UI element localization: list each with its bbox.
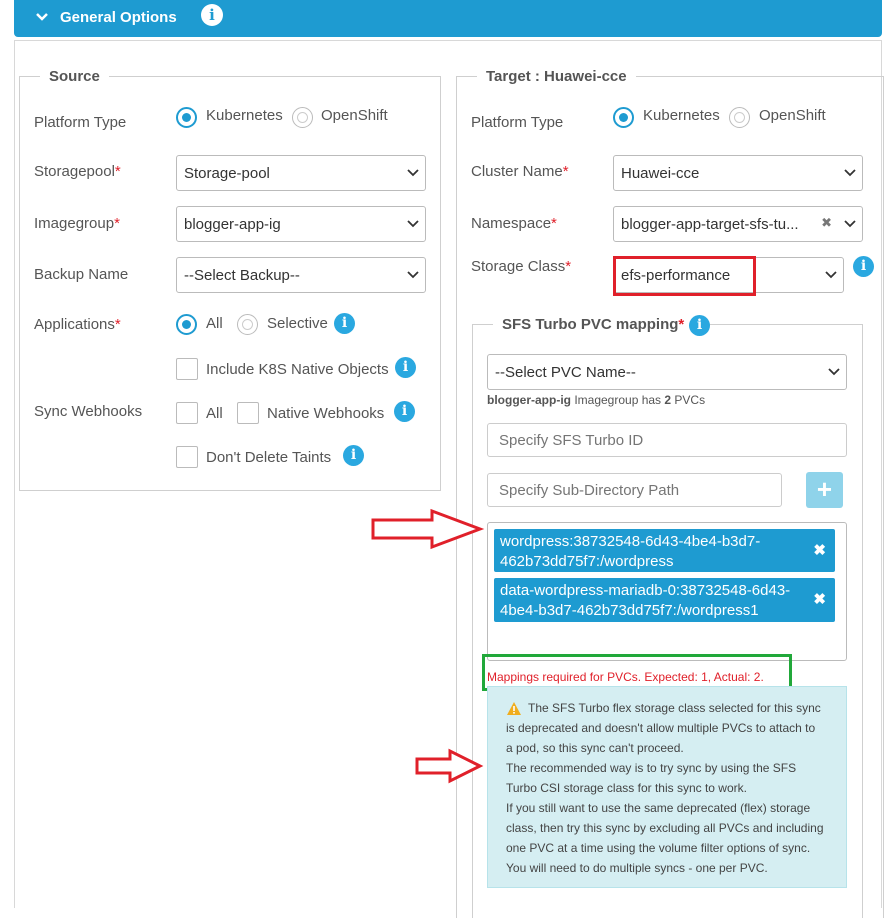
sub-directory-input[interactable] (487, 473, 782, 507)
alert-line: is deprecated and doesn't allow multiple PVCs to attach to (506, 721, 816, 735)
namespace-label: Namespace* (471, 215, 557, 232)
chevron-down-icon (407, 270, 419, 280)
annotation-arrow-icon (414, 748, 484, 784)
native-webhooks-checkbox[interactable] (237, 402, 259, 424)
source-openshift-radio[interactable] (292, 107, 313, 128)
namespace-select[interactable]: blogger-app-target-sfs-tu... ✖ (613, 206, 863, 242)
sfs-turbo-id-input[interactable] (487, 423, 847, 457)
alert-line: Turbo CSI storage class for this sync to work. (506, 781, 747, 795)
target-openshift-radio[interactable] (729, 107, 750, 128)
platform-type-label: Platform Type (34, 114, 127, 131)
storage-class-select[interactable]: efs-performance (613, 257, 844, 293)
dont-delete-taints-label: Don't Delete Taints (206, 449, 332, 466)
include-k8s-info-icon[interactable]: i (395, 357, 416, 378)
storagepool-select[interactable]: Storage-pool (176, 155, 426, 191)
chevron-down-icon (34, 9, 50, 25)
imagegroup-select[interactable]: blogger-app-ig (176, 206, 426, 242)
chevron-down-icon (407, 168, 419, 178)
storage-class-label: Storage Class* (471, 258, 572, 275)
target-platform-type-label: Platform Type (471, 114, 564, 131)
backup-name-label: Backup Name (34, 266, 129, 283)
annotation-arrow-icon (370, 508, 485, 550)
sync-webhooks-all-label: All (206, 405, 223, 422)
applications-all-radio[interactable] (176, 314, 197, 335)
mapping-error-text: Mappings required for PVCs. Expected: 1, Actual: 2. (487, 670, 764, 684)
remove-mapping-icon[interactable]: ✖ (813, 591, 826, 608)
mapping-line: 4be4-b3d7-462b73dd75f7:/wordpress1 (500, 602, 759, 619)
applications-selective-label: Selective (267, 315, 328, 332)
applications-label: Applications* (34, 316, 121, 333)
cluster-name-label: Cluster Name* (471, 163, 569, 180)
native-webhooks-label: Native Webhooks (267, 405, 385, 422)
taints-info-icon[interactable]: i (343, 445, 364, 466)
mapping-line: data-wordpress-mariadb-0:38732548-6d43- (500, 582, 791, 599)
pvc-count-info: blogger-app-ig Imagegroup has 2 PVCs (487, 393, 706, 407)
mapping-tag (494, 578, 835, 622)
warning-icon (506, 701, 522, 716)
mapping-tag (494, 529, 835, 572)
source-kubernetes-label: Kubernetes (206, 107, 283, 124)
applications-all-label: All (206, 315, 223, 332)
dont-delete-taints-checkbox[interactable] (176, 446, 198, 468)
include-k8s-label: Include K8S Native Objects (206, 361, 389, 378)
applications-info-icon[interactable]: i (334, 313, 355, 334)
pvc-name-select[interactable]: --Select PVC Name-- (487, 354, 847, 390)
sfs-legend: SFS Turbo PVC mapping* (502, 316, 685, 333)
remove-mapping-icon[interactable]: ✖ (813, 542, 826, 559)
storagepool-label: Storagepool* (34, 163, 121, 180)
clear-icon[interactable]: ✖ (821, 215, 832, 230)
alert-line: You will need to do multiple syncs - one per PVC. (506, 861, 768, 875)
deprecation-alert (487, 686, 847, 888)
alert-line: one PVC at a time using the volume filter options of sync. (506, 841, 811, 855)
chevron-down-icon (844, 168, 856, 178)
include-k8s-checkbox[interactable] (176, 358, 198, 380)
sync-webhooks-label: Sync Webhooks (34, 403, 143, 420)
source-openshift-label: OpenShift (321, 107, 388, 124)
target-openshift-label: OpenShift (759, 107, 826, 124)
alert-line: class, then try this sync by excluding all PVCs and including (506, 821, 824, 835)
sync-webhooks-all-checkbox[interactable] (176, 402, 198, 424)
section-title: General Options (60, 9, 177, 26)
target-legend: Target : Huawei-cce (486, 68, 627, 85)
general-options-header[interactable] (14, 0, 882, 37)
sfs-info-icon[interactable]: i (689, 315, 710, 336)
add-mapping-button[interactable]: + (806, 472, 843, 508)
applications-selective-radio[interactable] (237, 314, 258, 335)
target-kubernetes-label: Kubernetes (643, 107, 720, 124)
mapping-line: wordpress:38732548-6d43-4be4-b3d7- (500, 533, 761, 550)
info-icon[interactable]: i (201, 4, 223, 26)
cluster-name-select[interactable]: Huawei-cce (613, 155, 863, 191)
imagegroup-label: Imagegroup* (34, 215, 120, 232)
chevron-down-icon (844, 219, 856, 229)
source-legend: Source (49, 68, 100, 85)
source-kubernetes-radio[interactable] (176, 107, 197, 128)
chevron-down-icon (825, 270, 837, 280)
chevron-down-icon (407, 219, 419, 229)
chevron-down-icon (828, 367, 840, 377)
alert-line: The SFS Turbo flex storage class selected for this sync (506, 698, 836, 718)
alert-line: a pod, so this sync can't proceed. (506, 741, 684, 755)
alert-line: The recommended way is to try sync by using the SFS (506, 761, 797, 775)
storage-class-highlight-box (613, 256, 756, 296)
backup-name-select[interactable]: --Select Backup-- (176, 257, 426, 293)
storage-class-info-icon[interactable]: i (853, 256, 874, 277)
webhooks-info-icon[interactable]: i (394, 401, 415, 422)
mapping-line: 462b73dd75f7:/wordpress (500, 553, 674, 570)
target-kubernetes-radio[interactable] (613, 107, 634, 128)
alert-line: If you still want to use the same deprecated (flex) storage (506, 801, 811, 815)
